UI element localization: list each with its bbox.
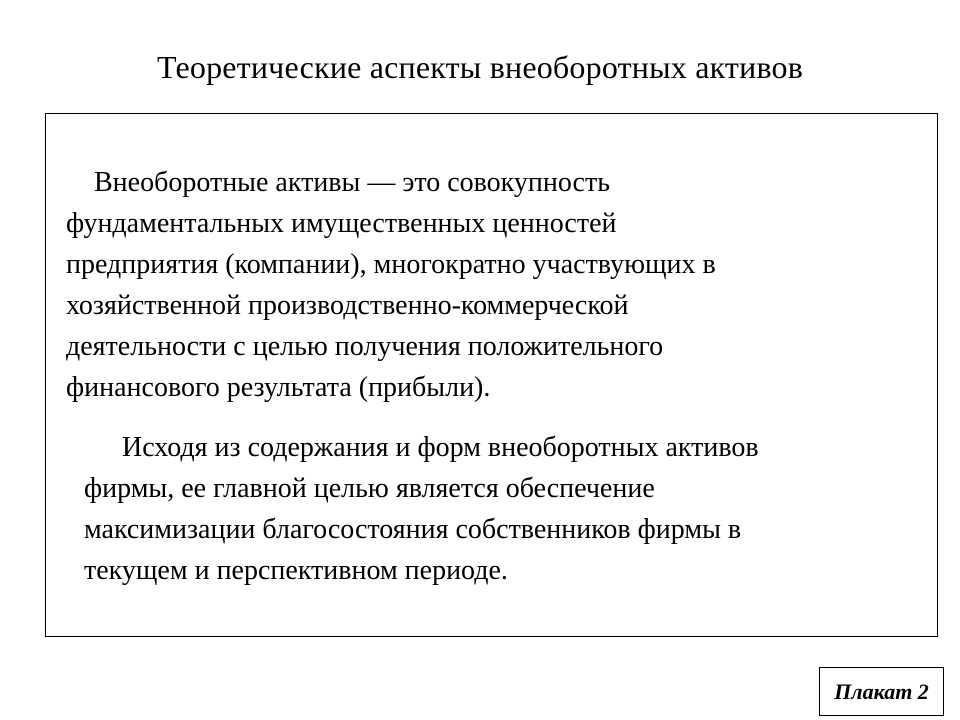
paragraph-line: фундаментальных имущественных ценностей — [66, 208, 617, 239]
paragraph-line: деятельности с целью получения положительного — [66, 331, 664, 362]
poster-number-label: Плакат 2 — [819, 667, 944, 716]
content-box — [45, 113, 938, 637]
definition-paragraph — [66, 162, 716, 408]
paragraph-line: финансового результата (прибыли). — [66, 372, 491, 403]
paragraph-line: фирмы, ее главной целью является обеспечение — [84, 473, 655, 504]
goal-paragraph — [84, 427, 759, 591]
paragraph-line: хозяйственной производственно-коммерческой — [66, 290, 629, 321]
slide-title: Теоретические аспекты внеоборотных активов — [156, 49, 804, 85]
paragraph-line: Внеоборотные активы — это совокупность — [94, 167, 610, 198]
paragraph-line: предприятия (компании), многократно участвующих в — [66, 249, 716, 280]
paragraph-line: текущем и перспективном периоде. — [84, 555, 508, 586]
paragraph-line: Исходя из содержания и форм внеоборотных активов — [122, 432, 759, 463]
paragraph-line: максимизации благосостояния собственников фирмы в — [84, 514, 742, 545]
